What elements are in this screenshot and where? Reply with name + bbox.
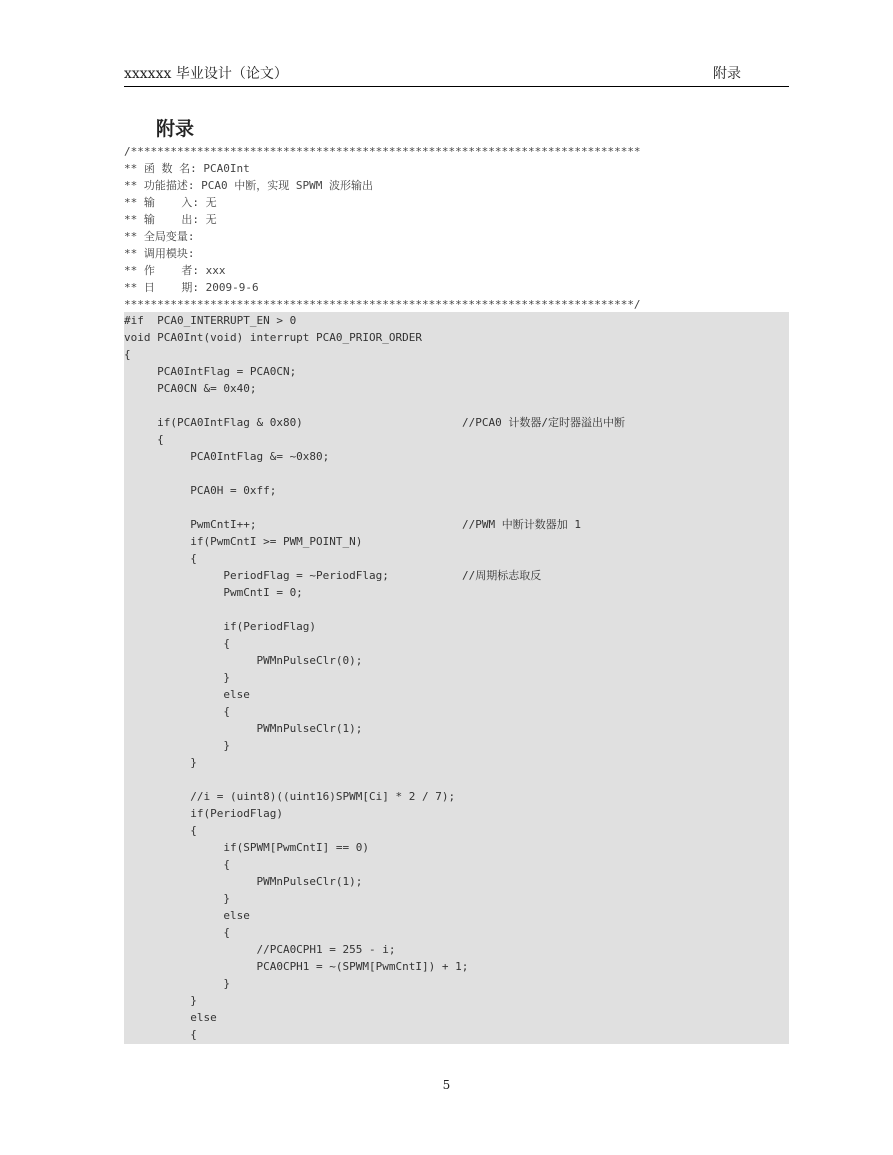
section-title: 附录 <box>156 118 195 140</box>
code-line <box>124 329 789 346</box>
code-text: else <box>124 1011 217 1024</box>
code-text: //PCA0CPH1 = 255 - i; <box>124 943 396 956</box>
code-line <box>124 924 789 941</box>
comment-line: ** 作 者: xxx <box>124 264 226 277</box>
code-text: else <box>124 688 250 701</box>
code-text: if(PeriodFlag) <box>124 620 317 633</box>
code-text: //i = (uint8)((uint16)SPWM[Ci] * 2 / 7); <box>124 790 456 803</box>
code-text: PCA0CPH1 = ~(SPWM[PwmCntI]) + 1; <box>124 960 469 973</box>
code-line <box>124 907 789 924</box>
code-line <box>124 958 789 975</box>
code-comment: //PWM 中断计数器加 1 <box>462 518 581 531</box>
code-line <box>124 1009 789 1026</box>
code-text: PeriodFlag = ~PeriodFlag; <box>124 569 389 582</box>
code-line <box>124 346 789 363</box>
code-line <box>124 788 789 805</box>
code-line <box>124 686 789 703</box>
code-line <box>124 822 789 839</box>
code-comment: //周期标志取反 <box>462 569 542 582</box>
function-comment-block <box>124 143 789 313</box>
code-text: { <box>124 858 230 871</box>
code-line <box>124 312 789 329</box>
code-listing <box>124 312 789 1044</box>
code-text: { <box>124 926 230 939</box>
code-text: if(SPWM[PwmCntI] == 0) <box>124 841 370 854</box>
code-line <box>124 703 789 720</box>
code-text: } <box>124 977 230 990</box>
code-line <box>124 669 789 686</box>
code-comment: //PCA0 计数器/定时器溢出中断 <box>462 416 625 429</box>
code-line <box>124 516 789 533</box>
code-line <box>124 890 789 907</box>
code-text: } <box>124 739 230 752</box>
code-line <box>124 635 789 652</box>
code-text: { <box>124 552 197 565</box>
code-text: PwmCntI++; <box>124 518 257 531</box>
code-line <box>124 618 789 635</box>
code-text: void PCA0Int(void) interrupt PCA0_PRIOR_ORDER <box>124 331 423 344</box>
header-document-title: xxxxxx 毕业设计（论文） <box>124 66 288 82</box>
code-text: { <box>124 1028 197 1041</box>
code-line <box>124 992 789 1009</box>
code-text: PWMnPulseClr(1); <box>124 875 363 888</box>
comment-line: ** 输 入: 无 <box>124 196 217 209</box>
code-text: { <box>124 637 230 650</box>
code-text: { <box>124 705 230 718</box>
comment-line: ** 输 出: 无 <box>124 213 217 226</box>
code-text: { <box>124 348 131 361</box>
code-text: #if PCA0_INTERRUPT_EN > 0 <box>124 314 297 327</box>
code-text: if(PCA0IntFlag & 0x80) <box>124 416 303 429</box>
code-line <box>124 465 789 482</box>
code-line <box>124 975 789 992</box>
code-text: PWMnPulseClr(0); <box>124 654 363 667</box>
code-text: PCA0H = 0xff; <box>124 484 277 497</box>
code-line <box>124 550 789 567</box>
code-line <box>124 652 789 669</box>
code-text: PCA0IntFlag &= ~0x80; <box>124 450 330 463</box>
comment-line: ** 函 数 名: PCA0Int <box>124 162 250 175</box>
code-line <box>124 363 789 380</box>
code-line <box>124 737 789 754</box>
code-line <box>124 499 789 516</box>
code-text: } <box>124 756 197 769</box>
code-text: { <box>124 433 164 446</box>
page-header <box>124 66 789 87</box>
code-text: } <box>124 994 197 1007</box>
code-text: else <box>124 909 250 922</box>
code-line <box>124 482 789 499</box>
comment-line: ** 日 期: 2009-9-6 <box>124 281 259 294</box>
code-line <box>124 533 789 550</box>
comment-line: ** 全局变量: <box>124 230 195 243</box>
code-line <box>124 380 789 397</box>
code-text: { <box>124 824 197 837</box>
code-line <box>124 567 789 584</box>
code-line <box>124 856 789 873</box>
code-line <box>124 754 789 771</box>
comment-line: ** 功能描述: PCA0 中断，实现 SPWM 波形输出 <box>124 179 373 192</box>
code-text: } <box>124 892 230 905</box>
code-line <box>124 720 789 737</box>
code-text: PCA0CN &= 0x40; <box>124 382 257 395</box>
code-text: PWMnPulseClr(1); <box>124 722 363 735</box>
comment-line: *****************************************************************************/ <box>124 298 641 311</box>
code-line <box>124 414 789 431</box>
code-line <box>124 601 789 618</box>
code-line <box>124 1026 789 1043</box>
code-line <box>124 941 789 958</box>
code-line <box>124 448 789 465</box>
comment-line: ** 调用模块: <box>124 247 195 260</box>
code-line <box>124 771 789 788</box>
code-text: if(PwmCntI >= PWM_POINT_N) <box>124 535 363 548</box>
code-line <box>124 873 789 890</box>
code-text: } <box>124 671 230 684</box>
code-line <box>124 431 789 448</box>
code-line <box>124 584 789 601</box>
code-line <box>124 839 789 856</box>
code-text: PCA0IntFlag = PCA0CN; <box>124 365 297 378</box>
code-text: if(PeriodFlag) <box>124 807 283 820</box>
comment-line: /***************************************************************************** <box>124 145 641 158</box>
code-line <box>124 805 789 822</box>
code-line <box>124 397 789 414</box>
code-text: PwmCntI = 0; <box>124 586 303 599</box>
header-section-name: 附录 <box>713 66 741 82</box>
page-number: 5 <box>442 1078 451 1092</box>
